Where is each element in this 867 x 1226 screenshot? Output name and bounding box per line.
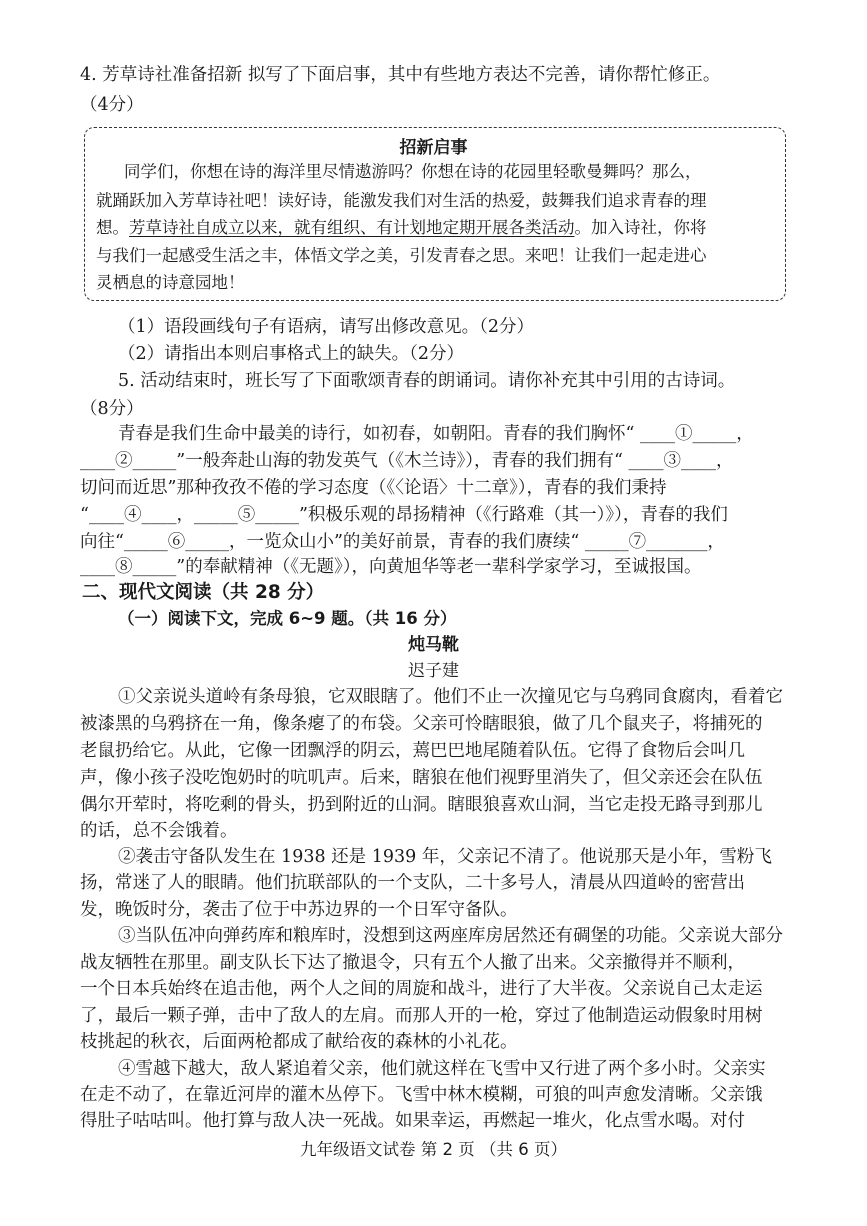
- q4-sub1: （1）语段画线句子有语病，请写出修改意见。（2分）: [118, 317, 535, 337]
- q5-paragraph: 青春是我们生命中最美的诗行，如初春，如朝阳。青春的我们胸怀“ ____①_____，: [118, 424, 754, 444]
- q4-prompt: 4. 芳草诗社准备招新 拟写了下面启事，其中有些地方表达不完善，请你帮忙修正。: [80, 65, 721, 85]
- story-line: 了，最后一颗子弹，击中了敌人的左肩。而那人开的一枪，穿过了他制造运动假象时用树: [80, 1006, 763, 1026]
- story-line: 战友牺牲在那里。副支队长下达了撤退令，只有五个人撤了出来。父亲撤得并不顺利，: [80, 953, 745, 973]
- q4-score: （4分）: [80, 95, 144, 115]
- notice-line: 就踊跃加入芳草诗社吧！读好诗，能激发我们对生活的热爱，鼓舞我们追求青春的理: [96, 191, 707, 210]
- notice-line: 与我们一起感受生活之丰，体悟文学之美，引发青春之思。来吧！让我们一起走进心: [96, 246, 707, 265]
- story-author: 迟子建: [408, 661, 459, 681]
- q5-paragraph: “____④____，_____⑤_____”积极乐观的昂扬精神（《行路难（其一）》），青春的我们: [80, 505, 728, 525]
- story-line: 得肚子咕咕叫。他打算与敌人决一死战。如果幸运，再燃起一堆火，化点雪水喝。对付: [80, 1111, 745, 1131]
- story-line: ①父亲说头道岭有条母狼，它双眼瞎了。他们不止一次撞见它与乌鸦同食腐肉，看着它: [118, 687, 783, 707]
- notice-text: 想。: [96, 218, 129, 237]
- section-heading: 二、现代文阅读（共 28 分）: [82, 582, 325, 603]
- notice-line: 灵栖息的诗意园地！: [96, 273, 245, 292]
- q5-paragraph: 向往“_____⑥_____，一览众山小”的美好前景，青春的我们赓续“ _____⑦_______，: [80, 532, 725, 552]
- story-line: 一个日本兵始终在追击他，两个人之间的周旋和战斗，进行了大半夜。父亲说自己太走运: [80, 979, 763, 999]
- q5-prompt: 5. 活动结束时，班长写了下面歌颂青春的朗诵词。请你补充其中引用的古诗词。: [118, 371, 736, 391]
- story-line: 声，像小孩子没吃饱奶时的吭叽声。后来，瞎狼在他们视野里消失了，但父亲还会在队伍: [80, 768, 763, 788]
- q5-paragraph: 切问而近思”那种孜孜不倦的学习态度（《〈论语〉十二章》），青春的我们秉持: [80, 478, 667, 498]
- story-line: 被漆黑的乌鸦挤在一角，像条瘪了的布袋。父亲可怜瞎眼狼，做了几个鼠夹子，将捕死的: [80, 714, 763, 734]
- story-line: 的话，总不会饿着。: [80, 821, 238, 841]
- q5-paragraph: ____②_____”一般奔赴山海的勃发英气（《木兰诗》），青春的我们拥有“ ____③____，: [80, 451, 734, 471]
- notice-title: 招新启事: [399, 138, 468, 158]
- section-subheading: （一）阅读下文，完成 6~9 题。（共 16 分）: [118, 609, 457, 628]
- story-line: 枝挑起的秋衣，后面两枪都成了献给夜的森林的小礼花。: [80, 1032, 518, 1052]
- story-line: 老鼠扔给它。从此，它像一团飘浮的阴云，蔫巴巴地尾随着队伍。它得了食物后会叫几: [80, 741, 745, 761]
- story-line: 扬，常迷了人的眼睛。他们抗联部队的一个支队，二十多号人，清晨从四道岭的密营出: [80, 873, 745, 893]
- notice-line: 同学们，你想在诗的海洋里尽情遨游吗？你想在诗的花园里轻歌曼舞吗？那么，: [124, 162, 702, 181]
- underlined-sentence: 芳草诗社自成立以来，就有组织、有计划地定期开展各类活动: [129, 218, 575, 237]
- story-line: ④雪越下越大，敌人紧追着父亲，他们就这样在飞雪中又行进了两个多小时。父亲实: [118, 1059, 766, 1079]
- q4-sub2: （2）请指出本则启事格式上的缺失。（2分）: [118, 344, 465, 364]
- notice-text: 。加入诗社，你将: [574, 218, 707, 237]
- story-line: ③当队伍冲向弹药库和粮库时，没想到这两座库房居然还有碉堡的功能。父亲说大部分: [118, 926, 783, 946]
- q5-score: （8分）: [80, 399, 144, 419]
- page-footer: 九年级语文试卷 第 2 页 （共 6 页）: [300, 1140, 567, 1159]
- q5-paragraph: ____⑧_____”的奉献精神（《无题》），向黄旭华等老一辈科学家学习，至诚报国。: [80, 557, 702, 577]
- story-line: ②袭击守备队发生在 1938 还是 1939 年，父亲记不清了。他说那天是小年，雪粉飞: [118, 847, 772, 867]
- story-line: 偶尔开荤时，将吃剩的骨头，扔到附近的山洞。瞎眼狼喜欢山洞，当它走投无路寻到那儿: [80, 795, 763, 815]
- story-line: 发，晚饭时分，袭击了位于中苏边界的一个日军守备队。: [80, 900, 518, 920]
- notice-line: [96, 213, 776, 242]
- story-title: 炖马靴: [408, 635, 459, 655]
- story-line: 在走不动了，在靠近河岸的灌木丛停下。飞雪中林木模糊，可狼的叫声愈发清晰。父亲饿: [80, 1085, 763, 1105]
